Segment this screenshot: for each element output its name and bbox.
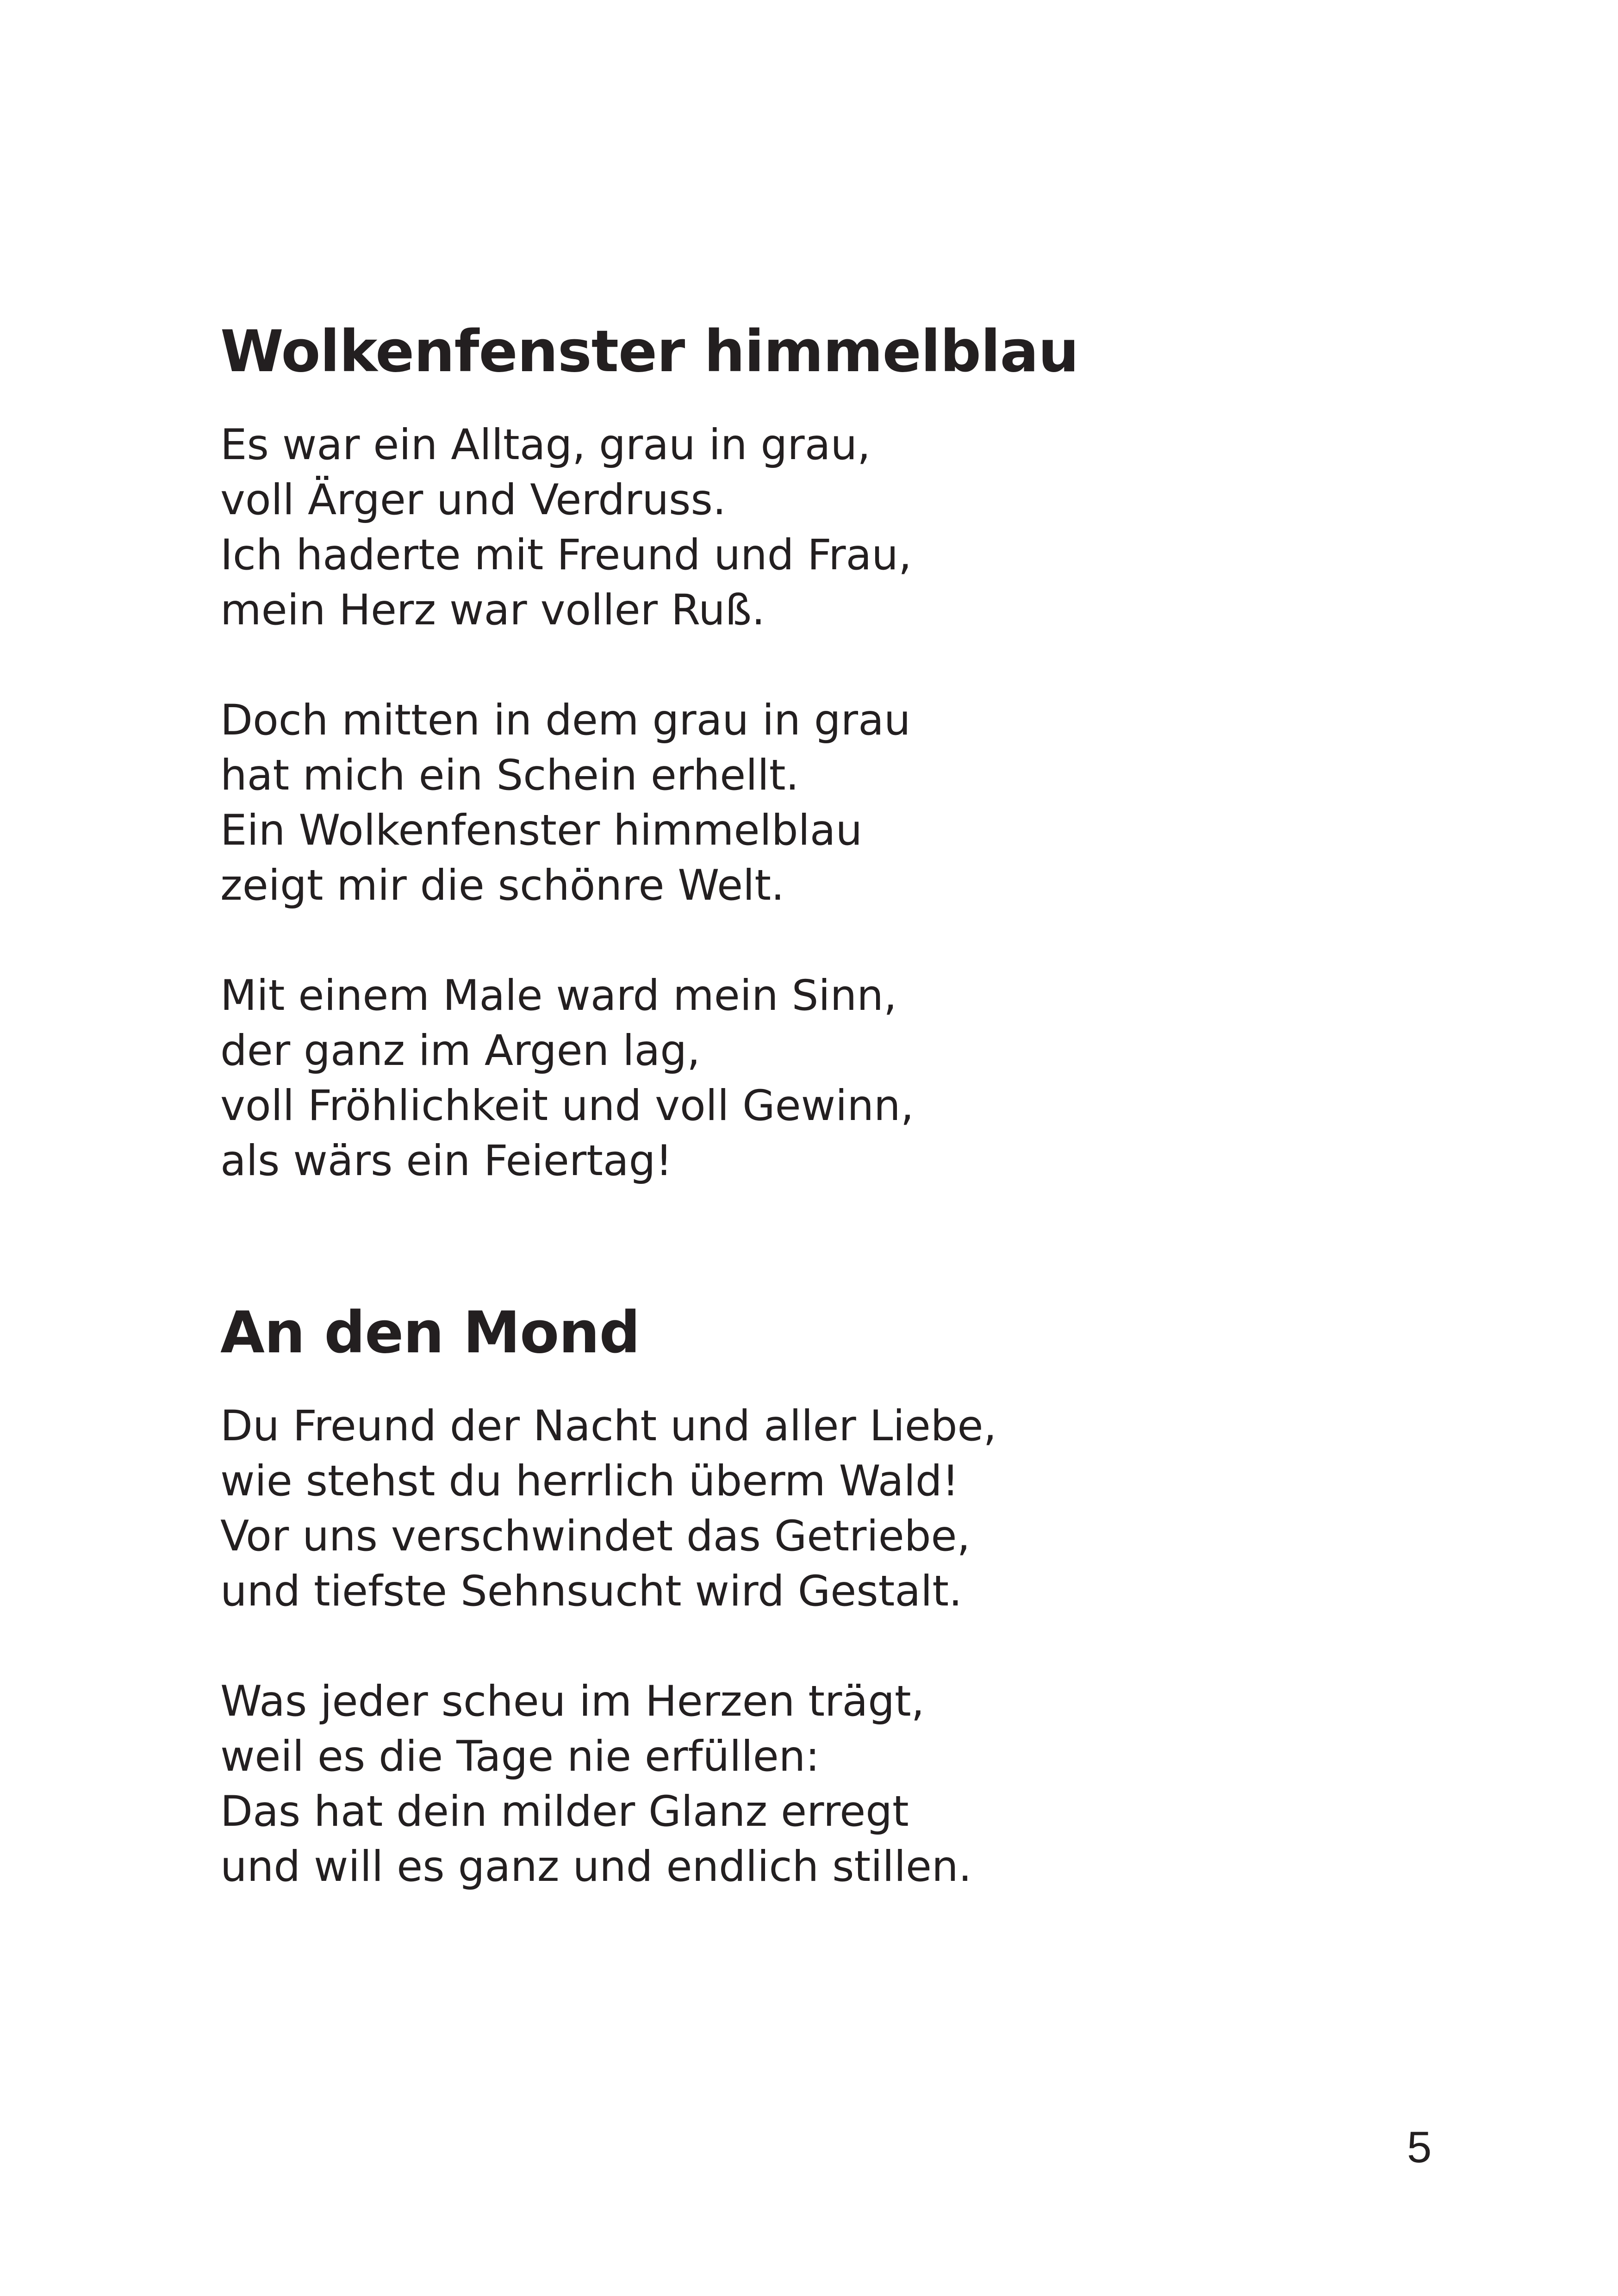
verse-line: Ich haderte mit Freund und Frau, xyxy=(220,531,912,579)
verse-line: mein Herz war voller Ruß. xyxy=(220,586,765,635)
verse-line: Ein Wolkenfenster himmelblau xyxy=(220,806,863,855)
stanza xyxy=(220,417,1470,638)
poem-title: An den Mond xyxy=(220,1300,640,1366)
verse-line: als wärs ein Feiertag! xyxy=(220,1137,672,1185)
verse-line: Es war ein Alltag, grau in grau, xyxy=(220,421,871,469)
poem-wolkenfenster-himmelblau xyxy=(220,319,1470,1188)
verse-line: hat mich ein Schein erhellt. xyxy=(220,751,799,800)
verse-line: wie stehst du herrlich überm Wald! xyxy=(220,1457,959,1506)
verse-line: Das hat dein milder Glanz erregt xyxy=(220,1787,909,1836)
verse-line: Mit einem Male ward mein Sinn, xyxy=(220,971,897,1020)
page-number: 5 xyxy=(1407,2122,1432,2172)
verse-line: der ganz im Argen lag, xyxy=(220,1027,700,1075)
stanza xyxy=(220,1674,1470,1894)
poem-title: Wolkenfenster himmelblau xyxy=(220,318,1079,385)
poem-an-den-mond xyxy=(220,1300,1470,1894)
verse-line: voll Fröhlichkeit und voll Gewinn, xyxy=(220,1082,914,1130)
verse-line: voll Ärger und Verdruss. xyxy=(220,476,726,524)
verse-line: zeigt mir die schönre Welt. xyxy=(220,861,784,910)
verse-line: und tiefste Sehnsucht wird Gestalt. xyxy=(220,1567,962,1616)
stanza xyxy=(220,693,1470,913)
verse-line: Vor uns verschwindet das Getriebe, xyxy=(220,1512,971,1561)
stanza xyxy=(220,968,1470,1188)
stanza xyxy=(220,1399,1470,1619)
verse-line: und will es ganz und endlich stillen. xyxy=(220,1842,972,1891)
verse-line: Du Freund der Nacht und aller Liebe, xyxy=(220,1402,997,1450)
verse-line: Doch mitten in dem grau in grau xyxy=(220,696,911,745)
verse-line: weil es die Tage nie erfüllen: xyxy=(220,1732,820,1781)
verse-line: Was jeder scheu im Herzen trägt, xyxy=(220,1677,925,1726)
